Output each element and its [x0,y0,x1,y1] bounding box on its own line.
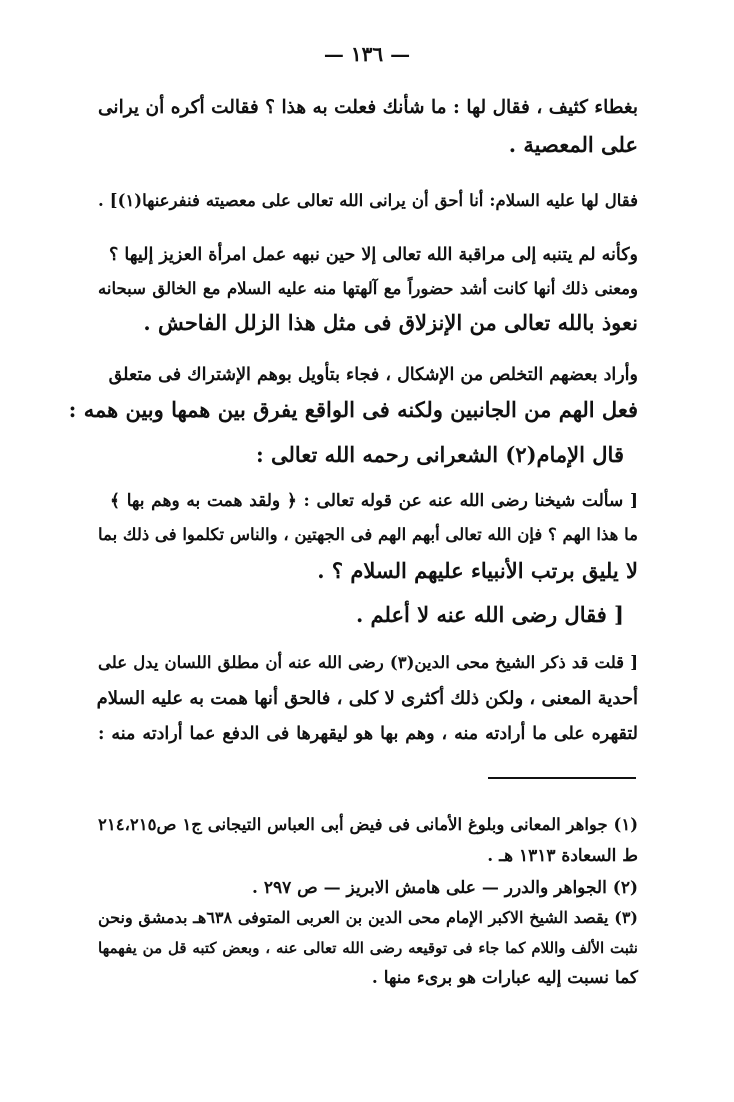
body-line: وأراد بعضهم التخلص من الإشكال ، فجاء بتأويل بوهم الإشتراك فى متعلق [108,365,638,385]
footnote-separator [488,777,636,779]
body-line: ما هذا الهم ؟ فإن الله تعالى أبهم الهم فى الجهتين ، والناس تكلموا فى ذلك بما [98,525,638,544]
body-line: [ قلت قد ذكر الشيخ محى الدين(٣) رضى الله عنه أن مطلق اللسان يدل على [98,653,638,672]
body-line: [ فقال رضى الله عنه لا أعلم . [355,602,624,627]
footnote-line: ط السعادة ١٣١٣ هـ . [487,846,638,866]
footnote-line: (٣) يقصد الشيخ الاكبر الإمام محى الدين بن العربى المتوفى ٦٣٨هـ بدمشق ونحن [98,908,638,927]
body-line: قال الإمام(٢) الشعرانى رحمه الله تعالى : [255,442,624,467]
footnote-line: نثبت الألف واللام كما جاء فى توقيعه رضى الله تعالى عنه ، وبعض كتبه قل من يفهمها [98,939,638,957]
body-line: فقال لها عليه السلام: أنا أحق أن يرانى الله تعالى على معصيته فنفرعنها(١)] . [98,191,638,210]
body-line: نعوذ بالله تعالى من الإنزلاق فى مثل هذا الزلل الفاحش . [143,310,638,335]
body-line: فعل الهم من الجانبين ولكنه فى الواقع يفرق بين همها وبين همه : [68,397,638,422]
body-line: وكأنه لم يتنبه إلى مراقبة الله تعالى إلا حين نبهه عمل امرأة العزيز إليها ؟ [109,245,638,265]
body-line: لا يليق برتب الأنبياء عليهم السلام ؟ . [317,558,638,583]
footnote-line: (٢) الجواهر والدرر — على هامش الابريز — ص ٢٩٧ . [252,878,638,898]
body-line: على المعصية . [508,132,638,157]
body-line: ومعنى ذلك أنها كانت أشد حضوراً مع آلهتها منه عليه السلام مع الخالق سبحانه [98,279,638,298]
body-line: [ سألت شيخنا رضى الله عنه عن قوله تعالى : ﴿ ولقد همت به وهم بها ﴾ [110,491,638,511]
body-line: لتقهره على ما أرادته منه ، وهم بها هو ليقهرها فى الدفع عما أرادته منه : [98,724,638,744]
body-line: بغطاء كثيف ، فقال لها : ما شأنك فعلت به هذا ؟ فقالت أكره أن يرانى [98,97,638,118]
body-line: أحدية المعنى ، ولكن ذلك أكثرى لا كلى ، فالحق أنها همت به عليه السلام [96,688,638,709]
footnote-line: كما نسبت إليه عبارات هو برىء منها . [371,968,638,988]
footnote-line: (١) جواهر المعانى وبلوغ الأمانى فى فيض أبى العباس التيجانى ج١ ص٢١٤،٢١٥ [98,815,638,834]
page-number: — ١٣٦ — [323,42,411,66]
